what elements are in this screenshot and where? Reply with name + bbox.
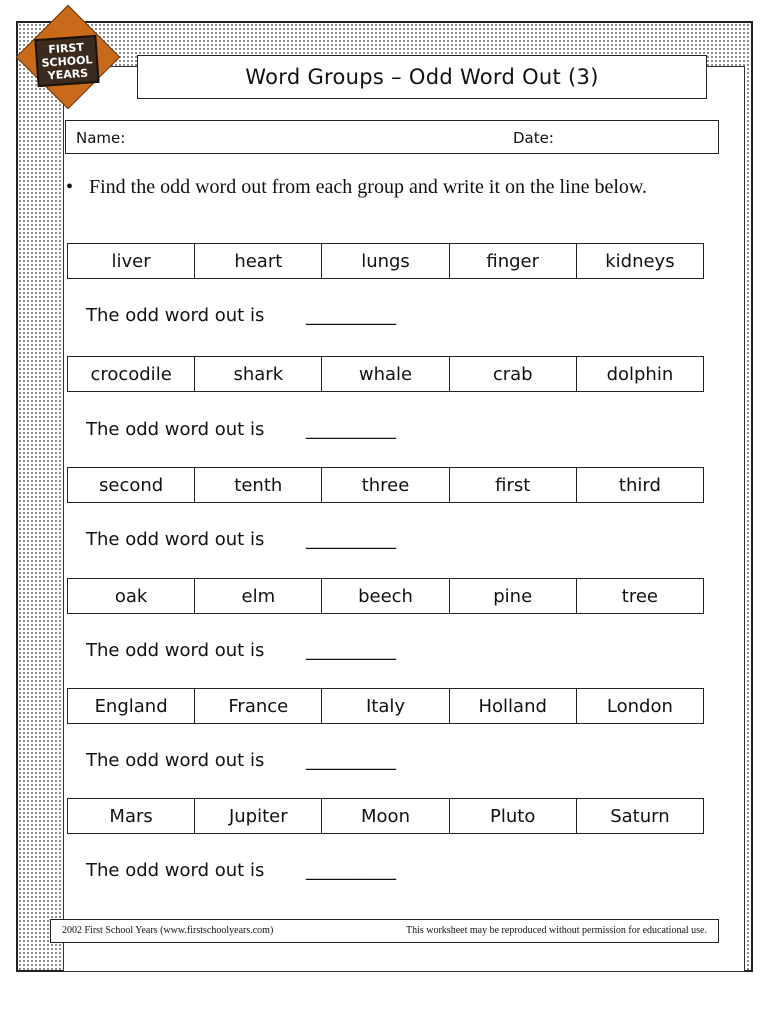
bullet-icon: • (66, 176, 74, 198)
word-group-4 (67, 578, 704, 614)
word-cell: tenth (195, 468, 322, 502)
answer-row-3 (86, 529, 396, 553)
answer-prompt: The odd word out is (86, 529, 265, 550)
word-cell: kidneys (605, 250, 675, 272)
word-cell: first (450, 468, 577, 502)
word-cell: lungs (322, 244, 449, 278)
word-group-6 (67, 798, 704, 834)
word-cell: liver (68, 244, 195, 278)
word-cell: London (606, 695, 673, 717)
word-cell: second (68, 468, 195, 502)
answer-row-4 (86, 640, 396, 664)
name-date-box (65, 120, 719, 154)
logo-board (34, 35, 99, 87)
answer-prompt: The odd word out is (86, 305, 265, 326)
logo-line-3: YEARS (47, 66, 89, 83)
word-cell: pine (450, 579, 577, 613)
title-box (137, 55, 707, 99)
footer-permission: This worksheet may be reproduced without permission for educational use. (405, 925, 707, 936)
word-cell: dolphin (606, 363, 674, 385)
answer-prompt: The odd word out is (86, 750, 265, 771)
word-cell: beech (322, 579, 449, 613)
answer-prompt: The odd word out is (86, 860, 265, 881)
answer-prompt: The odd word out is (86, 640, 265, 661)
word-cell: shark (195, 357, 322, 391)
footer-copyright: 2002 First School Years (www.firstschoolyears.com) (62, 925, 274, 936)
answer-line[interactable]: __________ (306, 419, 396, 440)
word-cell: France (195, 689, 322, 723)
answer-line[interactable]: __________ (306, 750, 396, 771)
answer-line[interactable]: __________ (306, 529, 396, 550)
word-cell: third (618, 474, 661, 496)
logo-line-2: SCHOOL (41, 53, 93, 70)
word-group-3 (67, 467, 704, 503)
word-cell: crab (450, 357, 577, 391)
word-cell: Italy (322, 689, 449, 723)
word-cell: Mars (68, 799, 195, 833)
answer-row-5 (86, 750, 396, 774)
word-cell: oak (68, 579, 195, 613)
page-title: Word Groups – Odd Word Out (3) (245, 65, 599, 89)
word-cell: Holland (450, 689, 577, 723)
footer (50, 919, 719, 943)
answer-line[interactable]: __________ (306, 305, 396, 326)
instruction (66, 174, 696, 200)
answer-line[interactable]: __________ (306, 860, 396, 881)
word-cell: heart (195, 244, 322, 278)
word-group-1 (67, 243, 704, 279)
answer-row-2 (86, 419, 396, 443)
word-cell: Saturn (610, 805, 670, 827)
word-cell: whale (322, 357, 449, 391)
first-school-years-logo (22, 24, 112, 96)
word-group-5 (67, 688, 704, 724)
logo-line-1: FIRST (47, 40, 85, 57)
word-cell: England (68, 689, 195, 723)
answer-line[interactable]: __________ (306, 640, 396, 661)
word-cell: tree (621, 585, 659, 607)
word-cell: Pluto (450, 799, 577, 833)
word-cell: crocodile (68, 357, 195, 391)
worksheet-page (63, 66, 745, 972)
instruction-text: Find the odd word out from each group and write it on the line below. (89, 176, 648, 198)
word-cell: Jupiter (195, 799, 322, 833)
answer-row-1 (86, 305, 396, 329)
word-group-2 (67, 356, 704, 392)
name-label: Name: (76, 129, 126, 147)
word-cell: elm (195, 579, 322, 613)
word-cell: Moon (322, 799, 449, 833)
answer-prompt: The odd word out is (86, 419, 265, 440)
date-label: Date: (513, 129, 554, 147)
word-cell: finger (450, 244, 577, 278)
answer-row-6 (86, 860, 396, 884)
word-cell: three (322, 468, 449, 502)
